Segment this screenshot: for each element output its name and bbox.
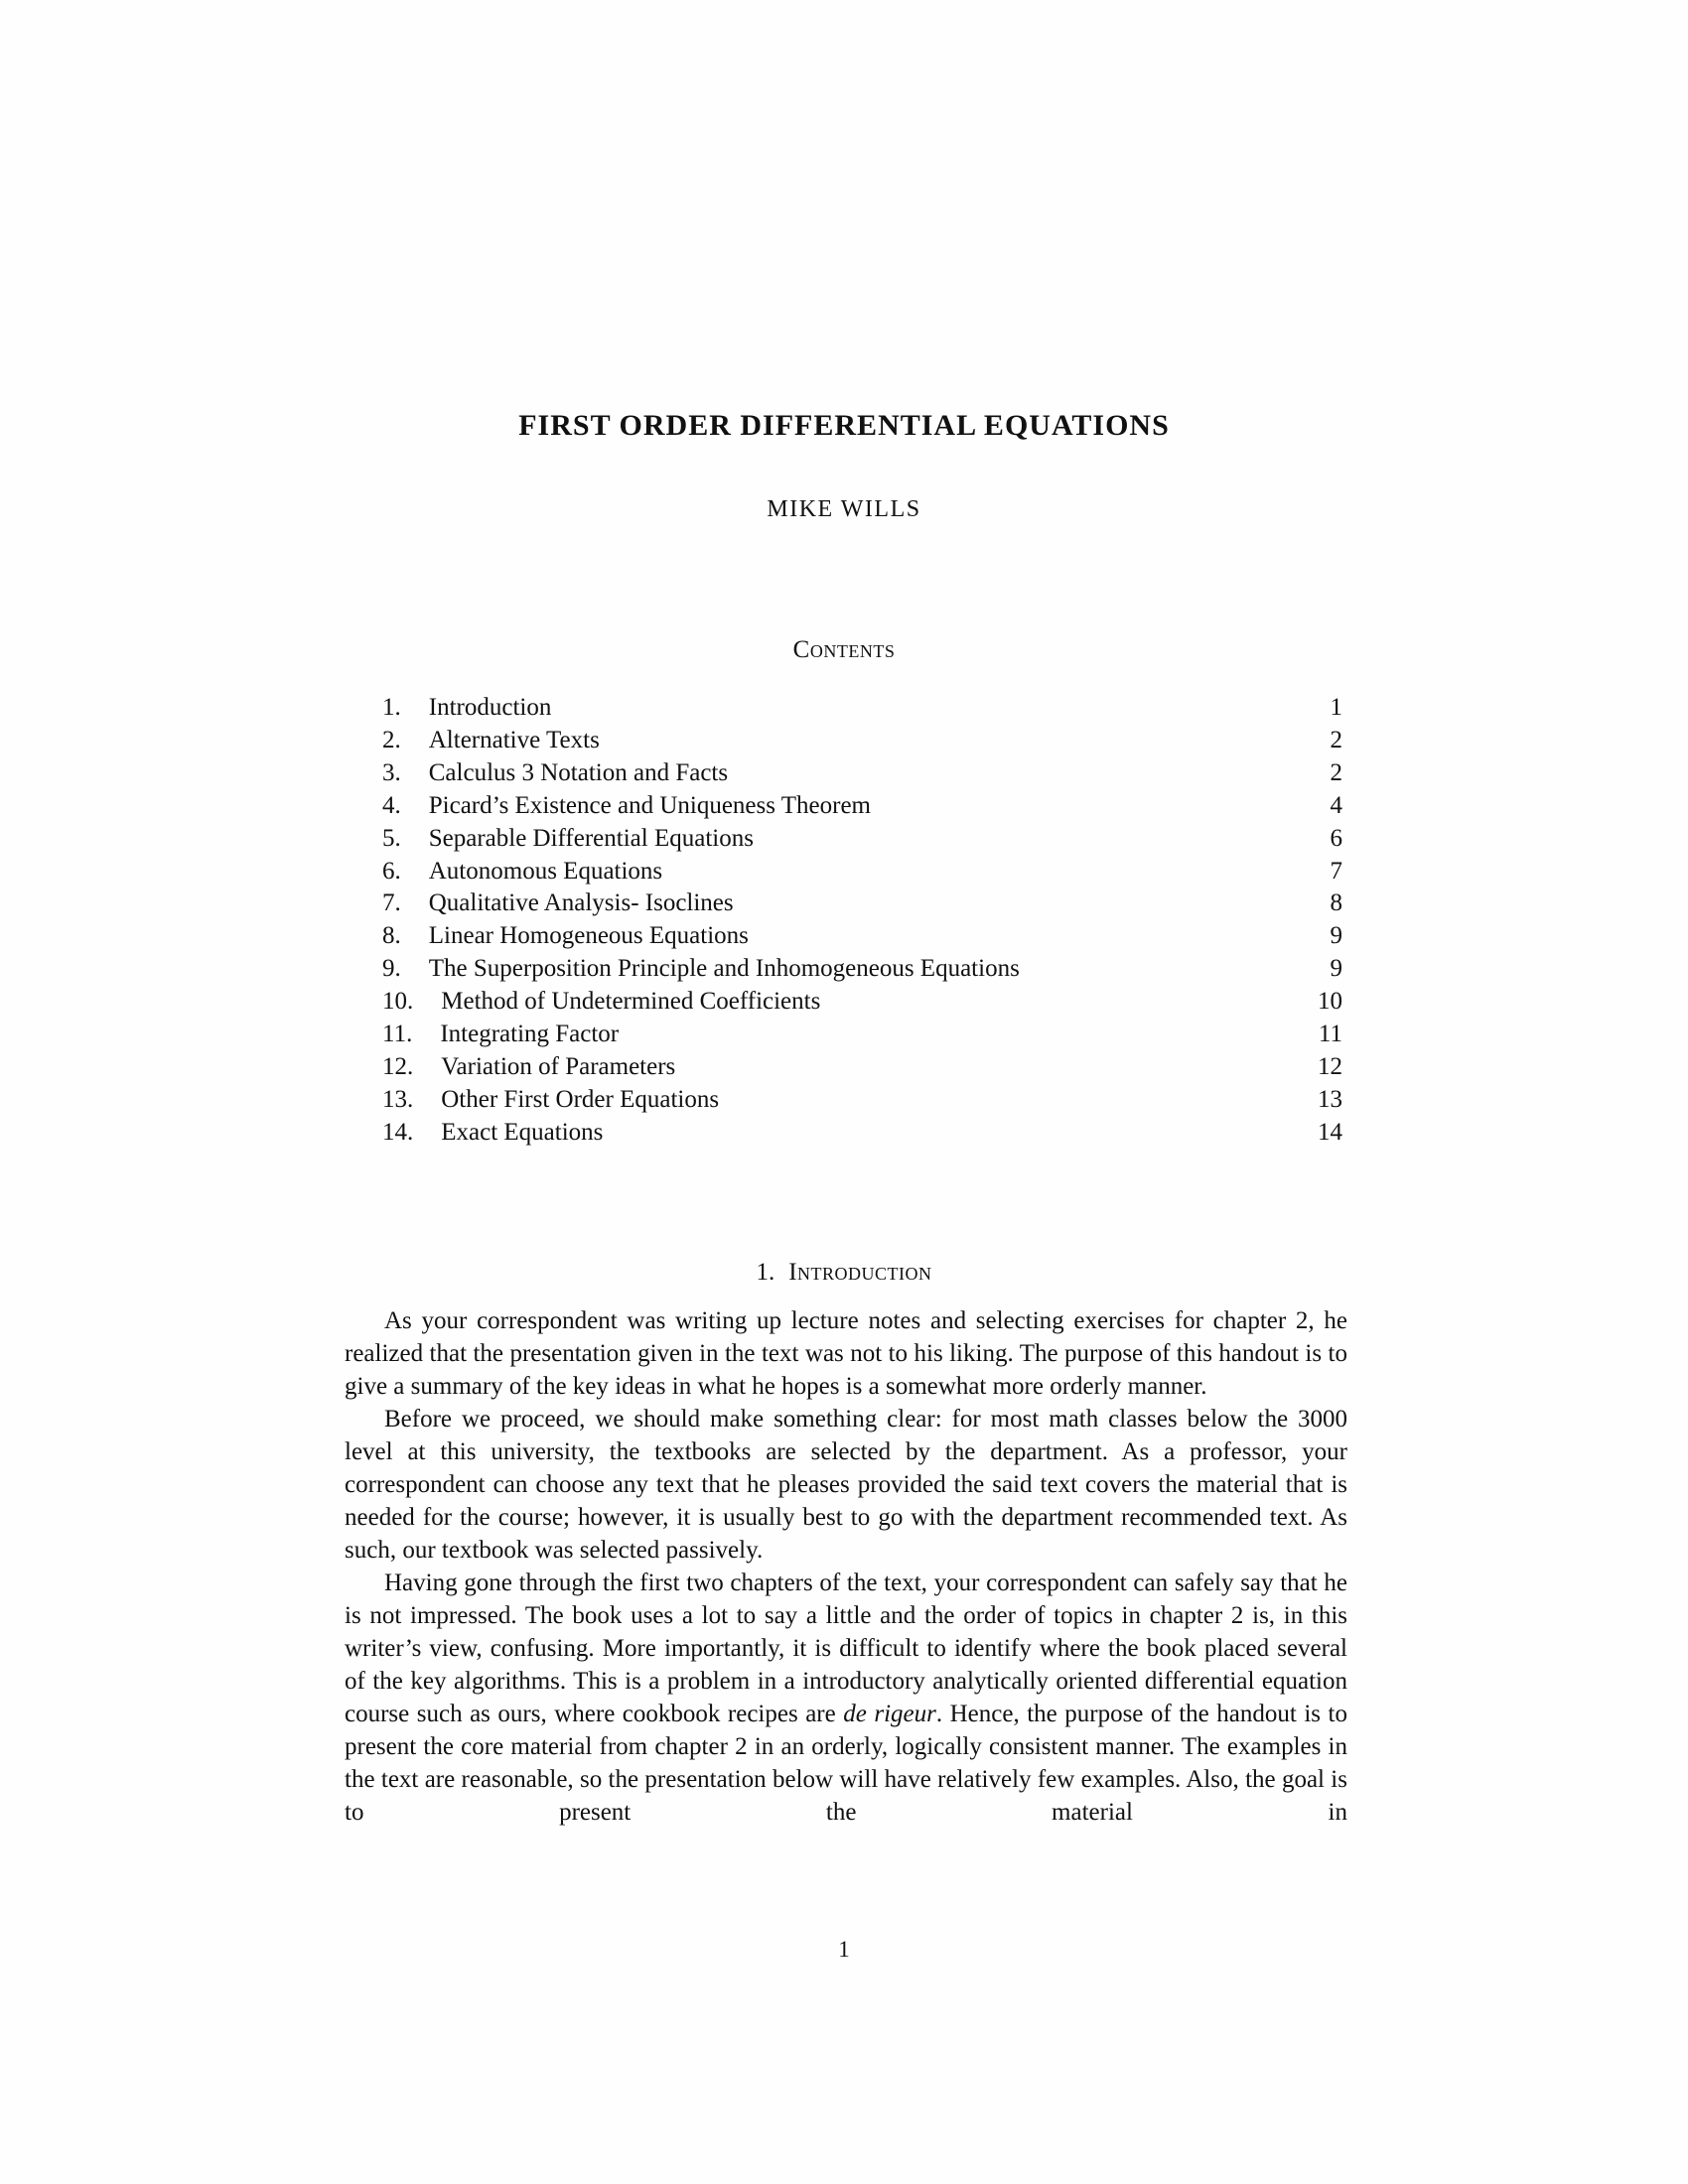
toc-entry-undetermined-coefficients	[382, 986, 1342, 1019]
toc-entry-label: Autonomous Equations	[428, 857, 663, 885]
toc-entry-number: 2.	[382, 726, 401, 753]
toc-entry-page: 7	[1330, 857, 1342, 885]
toc-entry-number: 5.	[382, 824, 401, 852]
table-of-contents	[382, 692, 1342, 1150]
toc-entry-label: Exact Equations	[441, 1118, 604, 1146]
toc-entry-integrating-factor	[382, 1019, 1342, 1051]
toc-entry-superposition-principle	[382, 953, 1342, 986]
toc-entry-qualitative-analysis	[382, 887, 1342, 920]
toc-entry-number: 9.	[382, 955, 401, 983]
toc-entry-picards-theorem	[382, 790, 1342, 823]
toc-entry-alternative-texts	[382, 725, 1342, 757]
toc-entry-other-first-order	[382, 1084, 1342, 1117]
toc-entry-page: 2	[1330, 758, 1342, 786]
document-title: FIRST ORDER DIFFERENTIAL EQUATIONS	[518, 409, 1170, 442]
toc-entry-label: Calculus 3 Notation and Facts	[428, 758, 729, 786]
document-author: MIKE WILLS	[767, 496, 921, 522]
paragraph: Before we proceed, we should make something clear: for most math classes below the 3000 level at this university, the textbooks are selected by the department. As a professor, your correspondent can choose any text that he pleases provided the said text covers the material that is needed for the course; however, it is usually best to go with the department recommended text. As such, our textbook was selected passively.	[345, 1406, 1347, 1564]
toc-entry-number: 4.	[382, 791, 401, 819]
paragraph: As your correspondent was writing up lecture notes and selecting exercises for chapter 2, he realized that the presentation given in the text was not to his liking. The purpose of this handout is to give a summary of the key ideas in what he hopes is a somewhat more orderly manner.	[345, 1307, 1347, 1400]
toc-entry-label: Introduction	[428, 694, 552, 721]
toc-entry-page: 2	[1330, 726, 1342, 753]
toc-entry-page: 6	[1330, 824, 1342, 852]
toc-entry-number: 1.	[382, 694, 401, 721]
toc-entry-number: 7.	[382, 889, 401, 917]
section-number: 1.	[756, 1259, 775, 1286]
toc-entry-calculus-3-notation	[382, 757, 1342, 790]
toc-entry-page: 9	[1330, 922, 1342, 950]
toc-entry-number: 11.	[382, 1021, 413, 1048]
toc-entry-variation-of-parameters	[382, 1051, 1342, 1084]
toc-entry-page: 10	[1318, 988, 1342, 1016]
toc-entry-page: 1	[1330, 694, 1342, 721]
toc-entry-page: 13	[1318, 1085, 1342, 1113]
contents-heading: Contents	[792, 636, 896, 663]
toc-entry-page: 8	[1330, 889, 1342, 917]
toc-entry-page: 9	[1330, 955, 1342, 983]
toc-entry-number: 14.	[382, 1118, 414, 1146]
paragraph-text: Having gone through the first two chapters of the text, your correspondent can safely say that he is not impressed. The book uses a lot to say a little and the order of topics in chapter 2 is, in this writer’s view, confusing. More importantly, it is difficult to identify where the book placed several of the key algorithms. This is a problem in a introductory analytically oriented differential equation course such as ours, where cookbook recipes are	[345, 1570, 1347, 1727]
toc-entry-number: 13.	[382, 1085, 414, 1113]
toc-entry-page: 11	[1318, 1021, 1342, 1048]
toc-entry-autonomous-equations	[382, 856, 1342, 888]
toc-entry-number: 3.	[382, 758, 401, 786]
toc-entry-introduction	[382, 692, 1342, 725]
toc-entry-label: The Superposition Principle and Inhomogeneous Equations	[428, 955, 1020, 983]
toc-entry-number: 6.	[382, 857, 401, 885]
toc-entry-label: Alternative Texts	[428, 726, 600, 753]
toc-entry-label: Integrating Factor	[440, 1021, 620, 1048]
section-body	[345, 1304, 1347, 1829]
section-title: Introduction	[788, 1259, 932, 1286]
toc-entry-label: Variation of Parameters	[441, 1052, 676, 1080]
page-number: 1	[838, 1937, 850, 1962]
toc-entry-page: 12	[1318, 1052, 1342, 1080]
toc-entry-label: Linear Homogeneous Equations	[428, 922, 749, 950]
paragraph-text: . Hence, the purpose of the handout is to present the core material from chapter 2 in an orderly, logically consistent manner. The examples in the text are reasonable, so the presentation below will have relatively few examples. Also, the goal is to present the material in	[345, 1701, 1347, 1826]
paragraph	[345, 1567, 1347, 1829]
toc-entry-label: Qualitative Analysis- Isoclines	[428, 889, 734, 917]
toc-entry-linear-homogeneous	[382, 920, 1342, 953]
paragraph-italic-phrase: de rigeur	[843, 1701, 936, 1727]
toc-entry-separable-equations	[382, 823, 1342, 856]
section-heading-introduction	[0, 1259, 1688, 1287]
toc-entry-page: 14	[1318, 1118, 1342, 1146]
toc-entry-number: 8.	[382, 922, 401, 950]
toc-entry-label: Other First Order Equations	[441, 1085, 720, 1113]
toc-entry-number: 10.	[382, 988, 414, 1016]
toc-entry-label: Method of Undetermined Coefficients	[441, 988, 821, 1016]
toc-entry-page: 4	[1330, 791, 1342, 819]
toc-entry-label: Separable Differential Equations	[428, 824, 754, 852]
toc-entry-label: Picard’s Existence and Uniqueness Theorem	[428, 791, 872, 819]
toc-entry-exact-equations	[382, 1117, 1342, 1150]
toc-entry-number: 12.	[382, 1052, 414, 1080]
